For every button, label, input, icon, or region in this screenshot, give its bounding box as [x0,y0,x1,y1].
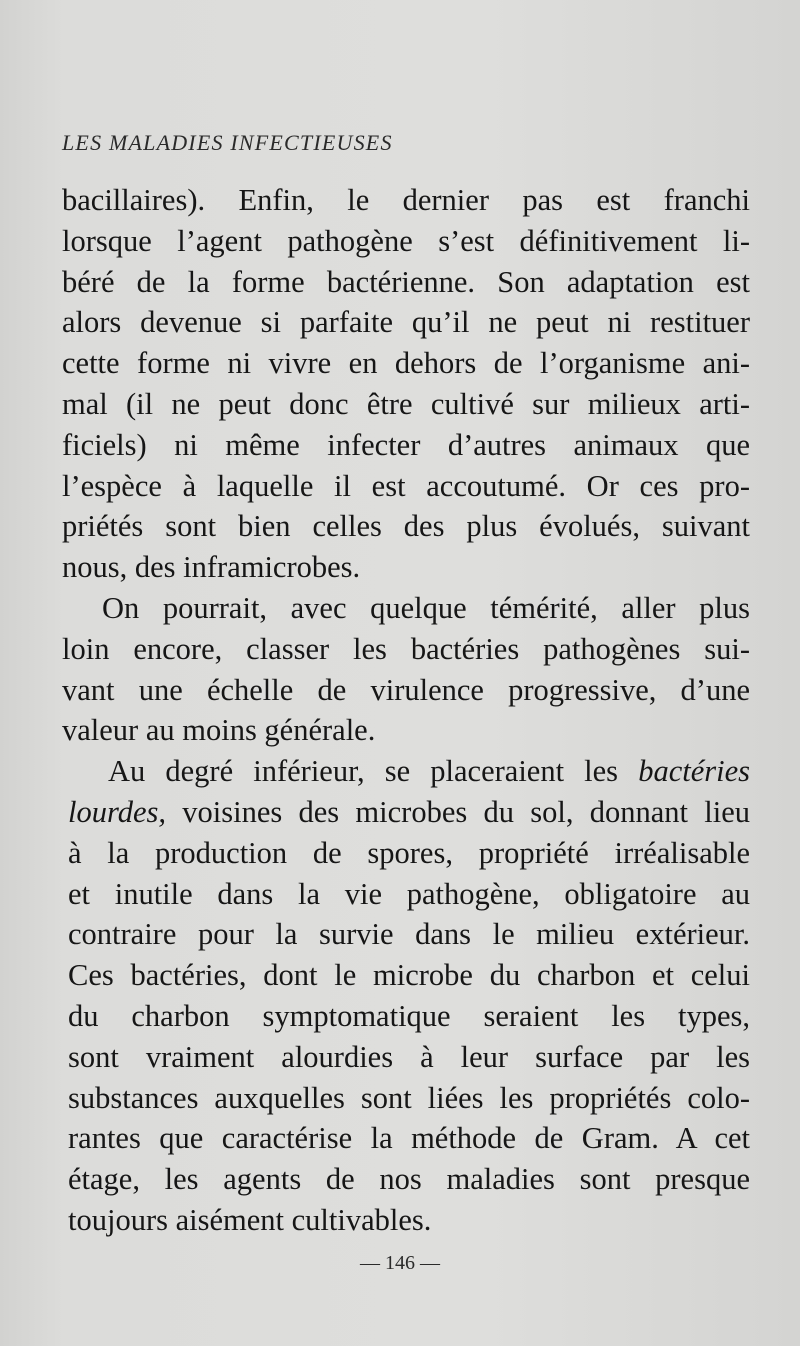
text-line: étage, les agents de nos maladies sont presque [68,1162,750,1197]
text-line: On pourrait, avec quelque témérité, aller plus [102,590,750,625]
paragraph-3 [68,751,750,1241]
text-line: toujours aisément cultivables. [68,1202,432,1237]
text-line: substances auxquelles sont liées les propriétés colo- [68,1080,750,1115]
text-line: priétés sont bien celles des plus évolués, suivant [62,509,750,544]
text-line: béré de la forme bactérienne. Son adaptation est [62,264,750,299]
text-line: ficiels) ni même infecter d’autres animaux que [62,427,750,462]
text-line: vant une échelle de virulence progressive, d’une [62,672,750,707]
text-line: valeur au moins générale. [62,713,376,748]
text-line: rantes que caractérise la méthode de Gram. A cet [68,1121,750,1156]
text-line: lorsque l’agent pathogène s’est définitivement li- [62,223,750,258]
text-line: Ces bactéries, dont le microbe du charbon et celui [68,958,750,993]
text-line: alors devenue si parfaite qu’il ne peut ni restituer [62,305,750,340]
body-text [62,180,750,1241]
text-line: loin encore, classer les bactéries pathogènes sui- [62,631,750,666]
italic-term: lourdes, [68,794,166,829]
text-line: mal (il ne peut donc être cultivé sur milieux arti- [62,386,750,421]
italic-term: bactéries [638,754,750,789]
text-line [68,751,750,792]
text-line: contraire pour la survie dans le milieu extérieur. [68,917,750,952]
text-line: à la production de spores, propriété irréalisable [68,835,750,870]
text-line: du charbon symptomatique seraient les types, [68,998,750,1033]
text-line: bacillaires). Enfin, le dernier pas est franchi [62,183,750,217]
text-line: nous, des inframicrobes. [62,550,361,585]
text-line: et inutile dans la vie pathogène, obligatoire au [68,876,750,911]
paragraph-1 [62,180,750,588]
text-line: cette forme ni vivre en dehors de l’organisme ani- [62,346,750,381]
text-line: sont vraiment alourdies à leur surface par les [68,1039,750,1074]
page-number: — 146 — [360,1252,440,1274]
paragraph-2 [62,588,750,751]
text-run: voisines des microbes du sol, donnant lieu [166,794,750,829]
text-run: Au degré inférieur, se placeraient les [108,754,639,789]
text-line: l’espèce à laquelle il est accoutumé. Or ces pro- [62,468,750,503]
text-line [68,792,750,833]
running-head: LES MALADIES INFECTIEUSES [62,130,393,155]
